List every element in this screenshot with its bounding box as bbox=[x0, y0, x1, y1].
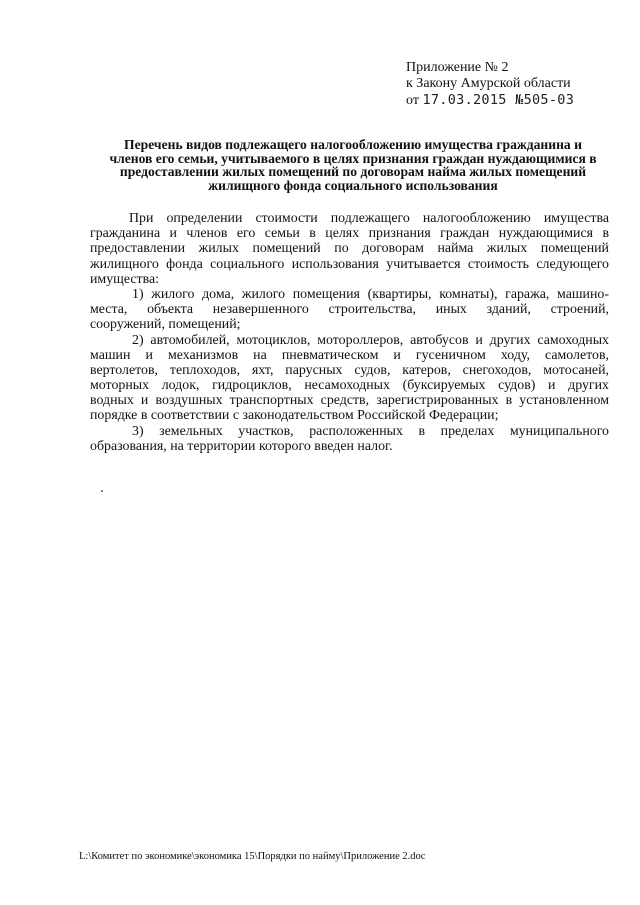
body-line: сооружений, помещений; bbox=[90, 317, 241, 333]
list-item-1 bbox=[90, 287, 609, 333]
scan-speck bbox=[101, 490, 103, 492]
title-line: членов его семьи, учитываемого в целях признания граждан нуждающимися в bbox=[109, 150, 597, 166]
appendix-law-reference: к Закону Амурской области bbox=[406, 76, 571, 91]
document-title bbox=[88, 138, 618, 192]
body-line: жилищного фонда социального использования учитывается стоимость следующего bbox=[90, 256, 609, 272]
body-line: порядке в соответствии с законодательством Российской Федерации; bbox=[90, 408, 499, 424]
body-line: имущества: bbox=[90, 271, 160, 287]
title-line: жилищного фонда социального использования bbox=[208, 177, 498, 193]
body-line: машин и механизмов на пневматическом и гусеничном ходу, самолетов, bbox=[90, 347, 609, 363]
appendix-number: Приложение № 2 bbox=[406, 60, 509, 75]
intro-paragraph bbox=[90, 211, 609, 287]
document-body bbox=[90, 211, 609, 454]
body-line: 1) жилого дома, жилого помещения (квартиры, комнаты), гаража, машино- bbox=[132, 286, 609, 302]
footer-file-path: L:\Комитет по экономике\экономика 15\Порядки по найму\Приложение 2.doc bbox=[79, 851, 426, 862]
list-item-3 bbox=[90, 424, 609, 454]
body-line: 3) земельных участков, расположенных в пределах муниципального bbox=[132, 423, 609, 439]
body-line: моторных лодок, гидроциклов, несамоходных (буксируемых судов) и других bbox=[90, 378, 609, 394]
body-line: гражданина и членов его семьи в целях признания граждан нуждающимися в bbox=[90, 226, 609, 242]
title-line: Перечень видов подлежащего налогообложению имущества гражданина и bbox=[124, 137, 582, 152]
body-line: места, объекта незавершенного строительства, иных зданий, строений, bbox=[90, 302, 609, 318]
appendix-date-line bbox=[406, 92, 616, 109]
body-line: образования, на территории которого введен налог. bbox=[90, 438, 393, 454]
body-line: вертолетов, теплоходов, яхт, парусных судов, катеров, снегоходов, мотосаней, bbox=[90, 362, 609, 378]
body-line: 2) автомобилей, мотоциклов, мотороллеров, автобусов и других самоходных bbox=[132, 332, 609, 348]
body-line: предоставлении жилых помещений по договорам найма жилых помещений bbox=[90, 241, 609, 257]
appendix-date-stamp: 17.03.2015 №505-03 bbox=[422, 92, 575, 108]
title-line: предоставлении жилых помещений по договорам найма жилых помещений bbox=[119, 164, 587, 179]
body-line: водных и воздушных транспортных средств, зарегистрированных в установленном bbox=[90, 393, 609, 409]
body-line: При определении стоимости подлежащего налогообложению имущества bbox=[129, 211, 609, 226]
appendix-date-prefix: от bbox=[406, 93, 419, 108]
appendix-header bbox=[406, 60, 616, 109]
list-item-2 bbox=[90, 333, 609, 424]
